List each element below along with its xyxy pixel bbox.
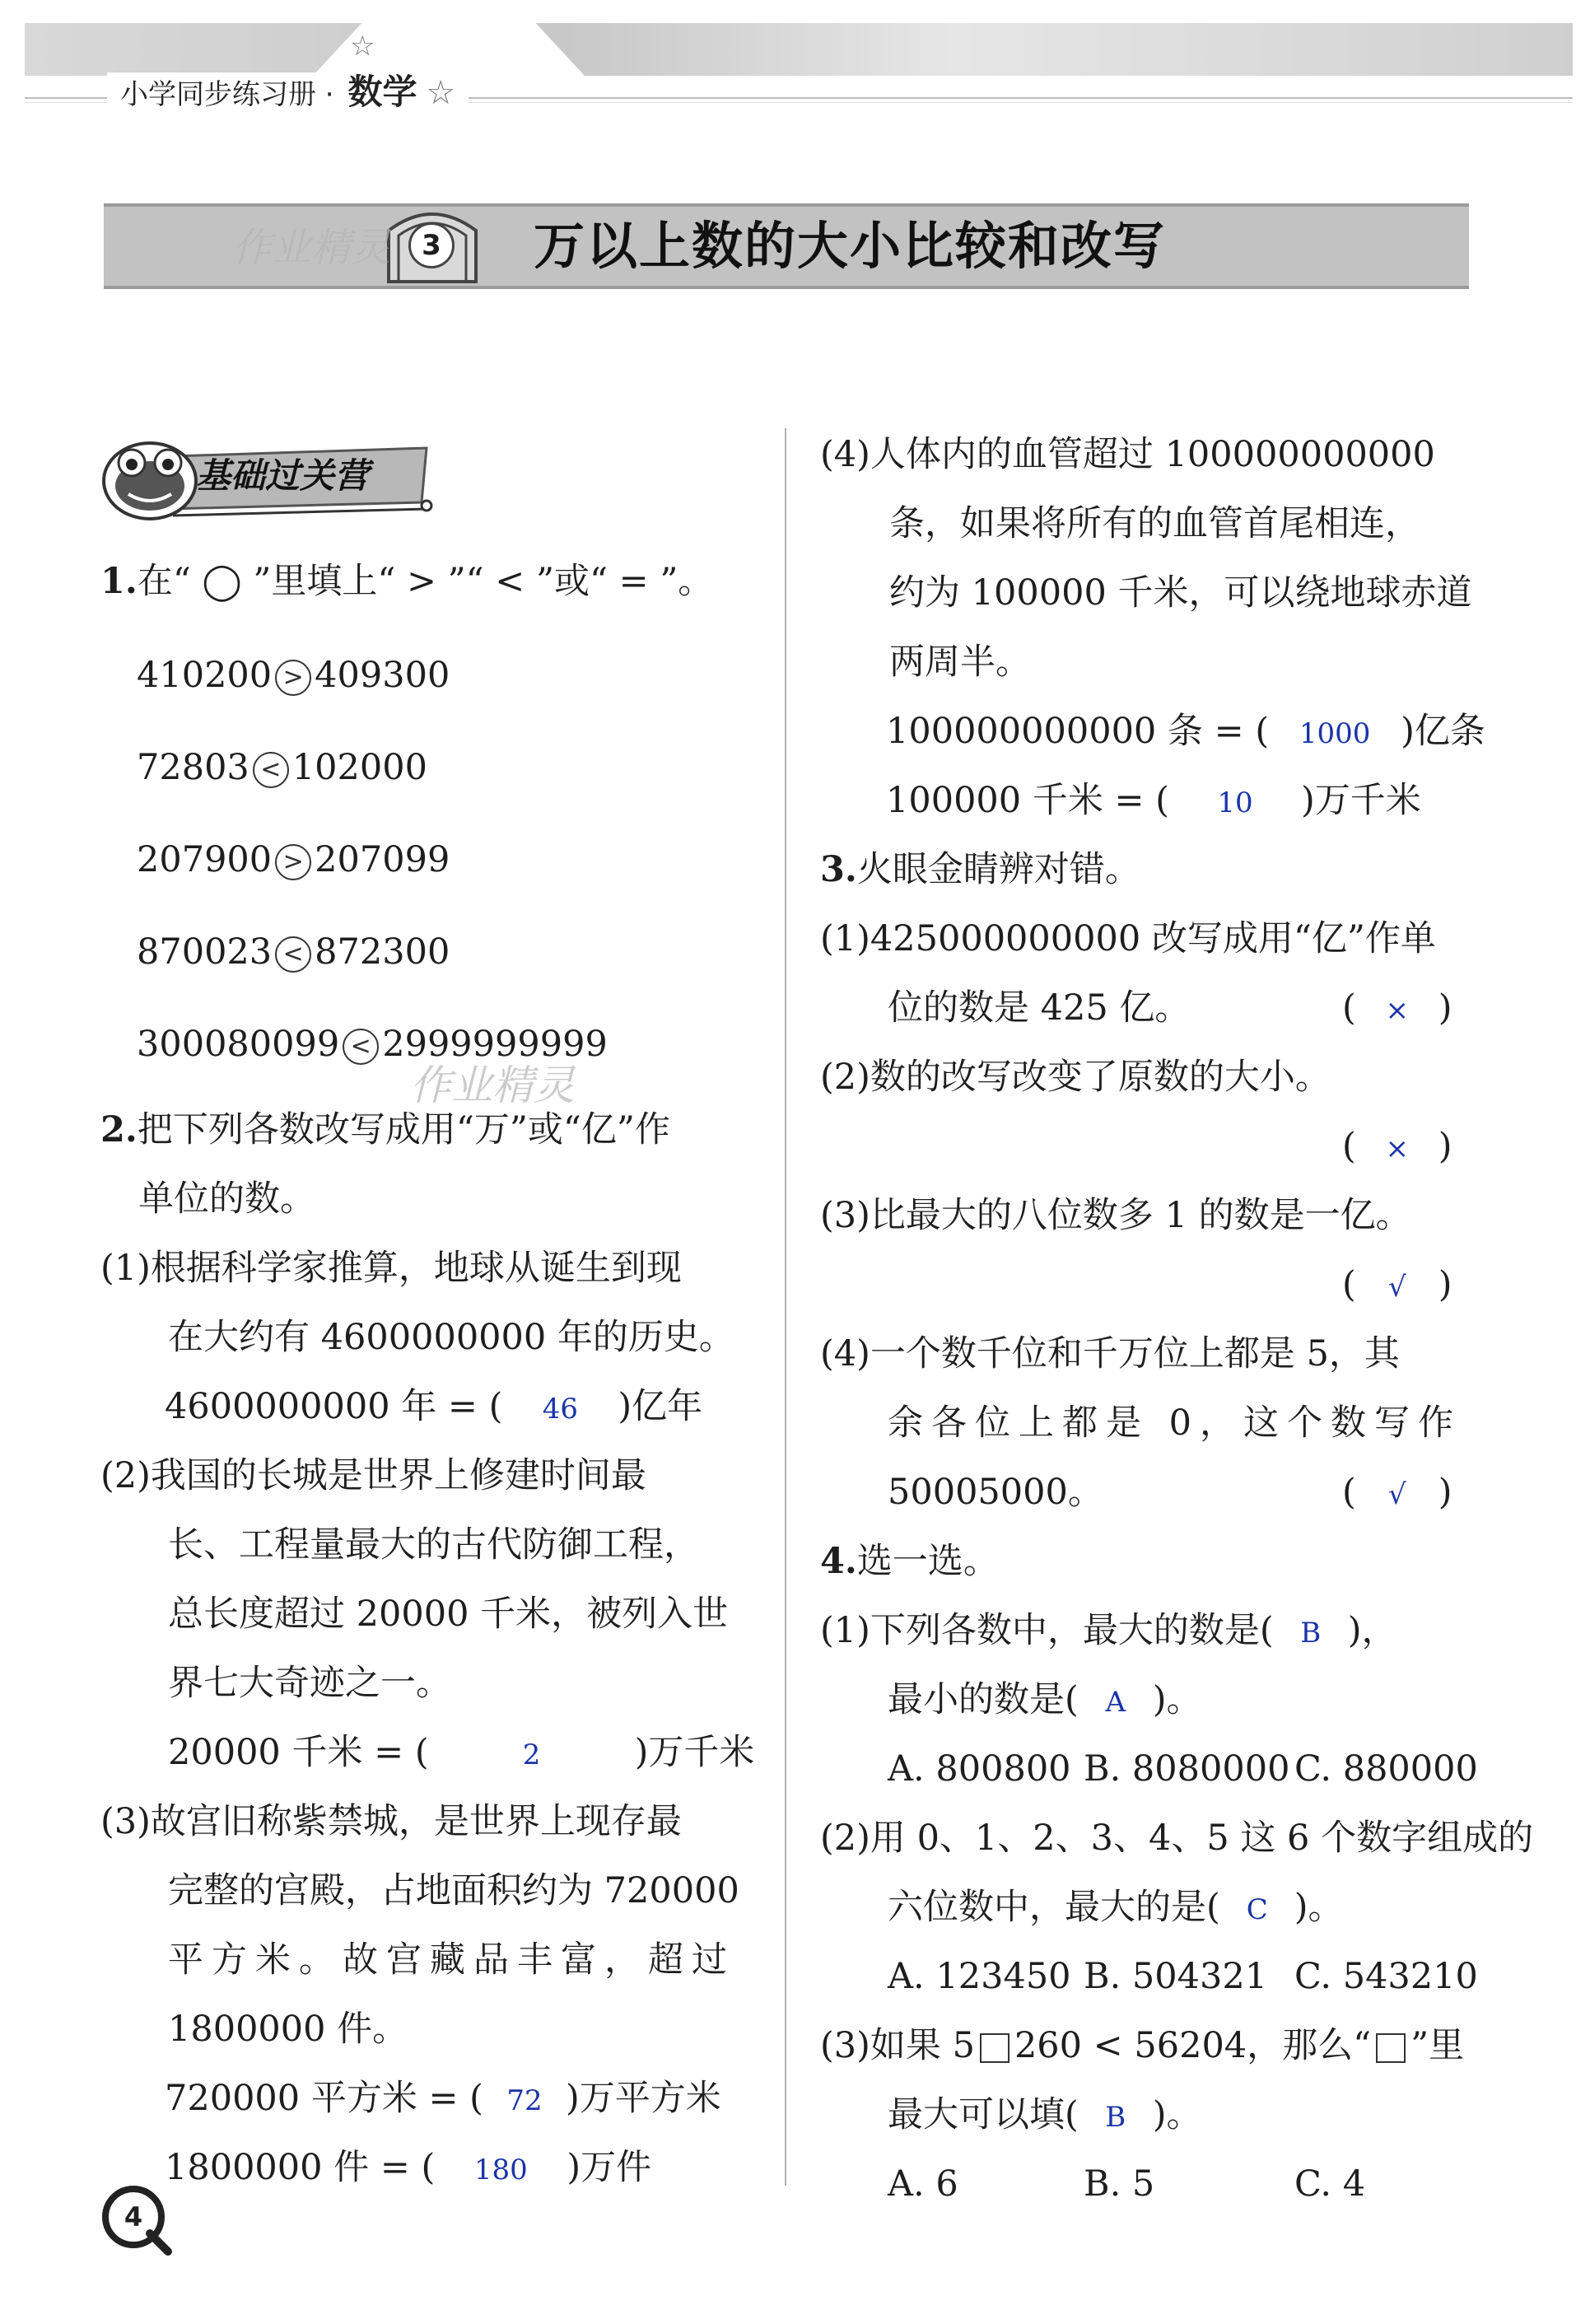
q4-number: 4. xyxy=(820,1541,857,1582)
eq-right: )万千米 xyxy=(1300,780,1421,821)
q3-p1-line-1: (1)425000000000 改写成用“亿”作单 xyxy=(820,918,1436,959)
answer: 10 xyxy=(1217,786,1253,819)
q4-p3-line-1 xyxy=(820,2021,1464,2070)
answer: 46 xyxy=(542,1393,579,1426)
q4-p1-tail-2: )。 xyxy=(1152,1679,1202,1720)
book-header xyxy=(107,72,469,112)
q2-p3-line-4: 1800000 件。 xyxy=(168,2009,408,2050)
eq-left: 100000 千米 = ( xyxy=(886,780,1169,821)
q4-p3-tail: )。 xyxy=(1152,2094,1202,2135)
q1-row-2 xyxy=(137,743,427,792)
q2-p1-line-1: (1)根据科学家推算，地球从诞生到现 xyxy=(100,1248,682,1289)
q4-p3-text-2: 260 < 56204，那么“ xyxy=(1014,2025,1372,2066)
q4-p3-option-c: C. 4 xyxy=(1294,2163,1366,2205)
q2-p1-eq xyxy=(165,1382,702,1434)
answer: B xyxy=(1105,2101,1126,2134)
eq-right: )万千米 xyxy=(634,1732,755,1773)
eq-right: )亿条 xyxy=(1401,711,1485,752)
page-number: 4 xyxy=(124,2201,143,2233)
lesson-title: 万以上数的大小比较和改写 xyxy=(534,216,1167,276)
q3-p1-mark: ( × ) xyxy=(1342,987,1452,1029)
q2-number: 2. xyxy=(100,1109,138,1150)
q4-p1-text-2: 最小的数是( xyxy=(888,1679,1079,1720)
q4-p3-text-3: ”里 xyxy=(1410,2025,1465,2066)
q4-p2-line-1: (2)用 0、1、2、3、4、5 这 6 个数字组成的 xyxy=(820,1818,1534,1859)
q2-p4-line-4: 两周半。 xyxy=(889,642,1031,683)
q1-a: 870023 xyxy=(137,931,273,973)
compare-circle[interactable]: < xyxy=(275,936,311,973)
watermark: 作业精灵 xyxy=(232,225,391,271)
q3-p2-line-1: (2)数的改写改变了原数的大小。 xyxy=(820,1057,1331,1098)
q2-p4-line-3: 约为 100000 千米，可以绕地球赤道 xyxy=(889,572,1472,614)
q1-b: 2999999999 xyxy=(382,1024,608,1065)
q2-p2-line-1: (2)我国的长城是世界上修建时间最 xyxy=(100,1455,646,1496)
blank-box[interactable] xyxy=(980,2033,1009,2063)
q4-p1-line-1 xyxy=(820,1606,1396,1658)
q2-text: 把下列各数改写成用“万”或“亿”作 xyxy=(137,1109,670,1150)
q4-p3-text: (3)如果 5 xyxy=(820,2025,975,2066)
section-title: 基础过关营 xyxy=(196,455,370,496)
q4-p1-text: (1)下列各数中，最大的数是( xyxy=(820,1610,1274,1651)
answer: B xyxy=(1300,1617,1322,1650)
compare-circle[interactable]: < xyxy=(343,1029,379,1065)
q4-p2-text: 六位数中，最大的是( xyxy=(888,1887,1220,1928)
q3-p4-line-2: 余各位上都是 0，这个数写作 xyxy=(888,1402,1462,1444)
q1-a: 72803 xyxy=(137,747,249,788)
answer: C xyxy=(1246,1893,1268,1926)
q3-p4-line-3: 50005000。 xyxy=(888,1472,1103,1513)
star-icon: ☆ xyxy=(350,30,375,63)
q1-b: 872300 xyxy=(315,931,450,973)
lesson-number: 3 xyxy=(408,222,455,268)
answer: 1000 xyxy=(1299,717,1371,750)
answer: 180 xyxy=(473,2154,528,2186)
compare-circle[interactable]: < xyxy=(253,752,289,788)
q3-p3-line-1: (3)比最大的八位数多 1 的数是一亿。 xyxy=(820,1195,1411,1236)
compare-circle[interactable]: > xyxy=(275,844,311,880)
eq-right: )万件 xyxy=(567,2147,652,2188)
answer: 72 xyxy=(506,2084,543,2117)
q4-p2-option-c: C. 543210 xyxy=(1294,1956,1478,1997)
q3-p4-line-1: (4)一个数千位和千万位上都是 5，其 xyxy=(820,1333,1400,1374)
answer: A xyxy=(1105,1686,1126,1719)
q2-p4-line-1: (4)人体内的血管超过 100000000000 xyxy=(820,434,1435,475)
watermark: 作业精灵 xyxy=(410,1062,575,1109)
q4-p1-tail: )， xyxy=(1347,1610,1397,1651)
q4-p1-option-b: B. 8080000 xyxy=(1084,1748,1290,1790)
eq-left: 100000000000 条 = ( xyxy=(886,711,1270,752)
q4-p1-line-2 xyxy=(888,1675,1202,1727)
column-divider xyxy=(785,428,786,2186)
q3-p1-line-2: 位的数是 425 亿。 xyxy=(888,987,1191,1029)
q4-p2-tail: )。 xyxy=(1294,1887,1344,1928)
q3-p4-mark: ( √ ) xyxy=(1342,1472,1452,1513)
q2-p2-line-3: 总长度超过 20000 千米，被列入世 xyxy=(168,1594,729,1635)
compare-circle[interactable]: > xyxy=(275,660,311,696)
q2-p2-line-2: 长、工程量最大的古代防御工程， xyxy=(168,1524,699,1566)
answer: 2 xyxy=(522,1738,541,1771)
q2-p3-eq-2 xyxy=(165,2143,651,2195)
answer: √ xyxy=(1387,1478,1406,1511)
q2-p3-line-1: (3)故宫旧称紫禁城，是世界上现存最 xyxy=(100,1801,682,1842)
q4-p1-option-a: A. 800800 xyxy=(888,1748,1071,1790)
q4-p1-option-c: C. 880000 xyxy=(1294,1748,1478,1790)
header-band xyxy=(25,23,1573,76)
q1-text: 在“ ◯ ”里填上“ > ”“ < ”或“ = ”。 xyxy=(137,561,714,602)
subject-name: 数学 xyxy=(347,72,417,112)
q2-stem xyxy=(100,1105,670,1155)
q2-p4-eq-2 xyxy=(886,776,1421,828)
q1-row-1 xyxy=(137,651,450,700)
q4-p2-option-b: B. 504321 xyxy=(1084,1956,1268,1997)
q1-a: 410200 xyxy=(137,655,273,696)
q1-b: 409300 xyxy=(315,655,450,696)
eq-left: 1800000 件 = ( xyxy=(165,2147,436,2188)
q3-number: 3. xyxy=(820,849,857,890)
star-icon: ☆ xyxy=(426,74,456,112)
q2-p3-eq-1 xyxy=(165,2074,721,2126)
q1-row-4 xyxy=(137,927,450,977)
book-name: 小学同步练习册 · xyxy=(120,78,343,111)
q2-stem-2: 单位的数。 xyxy=(138,1178,315,1220)
q1-a: 300080099 xyxy=(137,1024,340,1065)
q3-text: 火眼金睛辨对错。 xyxy=(856,849,1140,890)
q1-a: 207900 xyxy=(137,839,273,880)
eq-left: 4600000000 年 = ( xyxy=(165,1386,503,1427)
q4-p2-option-a: A. 123450 xyxy=(888,1956,1071,1997)
q4-stem xyxy=(820,1537,999,1586)
eq-left: 20000 千米 = ( xyxy=(168,1732,429,1773)
eq-right: )万平方米 xyxy=(565,2078,721,2119)
q1-stem xyxy=(100,557,713,606)
q2-p1-line-2: 在大约有 4600000000 年的历史。 xyxy=(168,1317,734,1358)
q4-text: 选一选。 xyxy=(856,1541,999,1582)
eq-right: )亿年 xyxy=(618,1386,703,1427)
q1-row-3 xyxy=(137,835,450,884)
q2-p3-line-3: 平方米。故宫藏品丰富，超过 xyxy=(168,1939,735,1981)
blank-box-icon xyxy=(1376,2033,1406,2063)
eq-left: 720000 平方米 = ( xyxy=(165,2078,483,2119)
q2-p2-line-4: 界七大奇迹之一。 xyxy=(168,1663,451,1704)
q4-p3-option-b: B. 5 xyxy=(1084,2163,1155,2205)
q1-b: 102000 xyxy=(291,747,427,788)
answer: × xyxy=(1385,994,1410,1027)
q1-number: 1. xyxy=(100,561,138,602)
q2-p4-line-2: 条，如果将所有的血管首尾相连， xyxy=(889,503,1420,544)
q4-p2-line-2 xyxy=(888,1883,1344,1934)
q4-p3-option-a: A. 6 xyxy=(888,2163,958,2205)
q4-p3-text-4: 最大可以填( xyxy=(888,2094,1079,2135)
q3-p3-mark: ( √ ) xyxy=(1342,1264,1452,1305)
q3-p2-mark: ( × ) xyxy=(1342,1126,1452,1167)
q2-p4-eq-1 xyxy=(886,707,1485,758)
q3-stem xyxy=(820,845,1140,894)
q1-b: 207099 xyxy=(315,839,450,880)
answer: √ xyxy=(1387,1271,1406,1304)
q2-p2-eq xyxy=(168,1728,754,1780)
q4-p3-line-2 xyxy=(888,2090,1202,2142)
answer: × xyxy=(1385,1132,1410,1165)
q2-p3-line-2: 完整的宫殿，占地面积约为 720000 xyxy=(168,1870,739,1911)
